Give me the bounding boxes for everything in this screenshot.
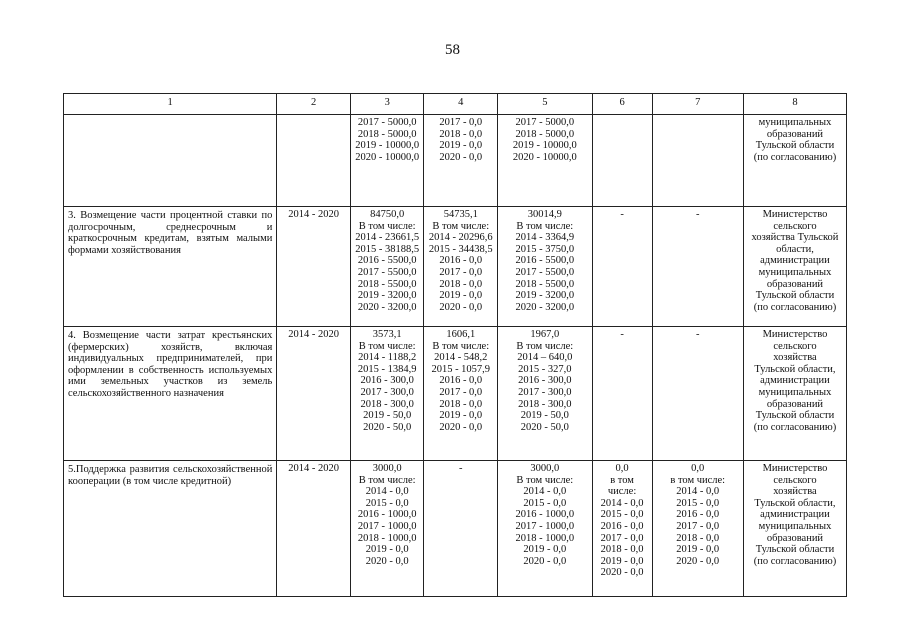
cell-line: 2016 - 5500,0 — [357, 255, 417, 267]
cell-line: 2016 - 0,0 — [600, 520, 644, 532]
cell-line: 2015 - 1384,9 — [357, 363, 417, 375]
table-row — [64, 327, 847, 461]
cell-line: 2020 - 0,0 — [523, 555, 567, 567]
funding-col4-cell — [424, 327, 498, 461]
cell-line: числе: — [607, 486, 637, 498]
cell-line: 1606,1 — [446, 329, 476, 340]
cell-line: 2014 - 0,0 — [600, 497, 644, 509]
cell-line: 2017 - 0,0 — [676, 520, 720, 532]
funding-col5-cell — [498, 461, 593, 597]
cell-line: 2016 - 1000,0 — [515, 509, 575, 521]
responsible-cell — [743, 115, 846, 207]
cell-line: 2016 - 0,0 — [676, 509, 720, 521]
header-cell: 1 — [64, 94, 277, 115]
funding-col7-cell — [652, 207, 743, 327]
cell-line: 2017 - 5500,0 — [515, 266, 575, 278]
cell-line: 2019 - 10000,0 — [355, 140, 420, 152]
funding-col4-cell — [424, 461, 498, 597]
cell-line: 2018 - 0,0 — [439, 128, 483, 140]
cell-line: 2018 - 5500,0 — [357, 278, 417, 290]
funding-col3-cell — [350, 461, 424, 597]
cell-line: (по согласованию) — [753, 421, 837, 433]
cell-line: 1967,0 — [530, 329, 560, 340]
cell-line: муниципальных — [758, 266, 832, 278]
cell-line: 2018 - 0,0 — [676, 532, 720, 544]
cell-line: 2016 - 0,0 — [439, 255, 483, 267]
responsible-cell — [743, 461, 846, 597]
period-cell: 2014 - 2020 — [277, 327, 351, 461]
table-row — [64, 115, 847, 207]
responsible-cell — [743, 207, 846, 327]
funding-col6-cell — [592, 327, 652, 461]
cell-line: 2019 - 3200,0 — [515, 290, 575, 302]
measure-name-cell — [64, 115, 277, 207]
header-cell: 3 — [350, 94, 424, 115]
cell-line: 2015 - 38188,5 — [355, 243, 420, 255]
cell-line: 2019 - 3200,0 — [357, 290, 417, 302]
header-row — [64, 94, 847, 115]
cell-line: 2016 - 0,0 — [439, 375, 483, 387]
cell-line: В том числе: — [516, 474, 574, 486]
funding-col7-cell — [652, 461, 743, 597]
cell-line: 2017 - 5500,0 — [357, 266, 417, 278]
cell-line: - — [459, 463, 463, 474]
measure-name-cell: 4. Возмещение части затрат крестьянских (фермерских) хозяйств, включая индивидуальных предпринимателей, при оформлении в собственность используемых ими земельных участков из земель сельскохозяйственного назначения — [64, 327, 277, 461]
cell-line: сельского — [773, 474, 817, 486]
cell-line: 2020 - 50,0 — [363, 421, 412, 433]
cell-line: 2018 - 300,0 — [518, 398, 572, 410]
cell-line: В том числе: — [432, 220, 490, 232]
funding-col3-cell — [350, 327, 424, 461]
cell-line: 2014 - 20296,6 — [428, 232, 493, 244]
cell-line: хозяйства Тульской — [751, 232, 839, 244]
cell-line: 3573,1 — [372, 329, 402, 340]
cell-line: администрации — [760, 375, 830, 387]
cell-line: в том числе: — [670, 474, 726, 486]
cell-line: хозяйства — [773, 352, 817, 364]
cell-line: 2020 - 0,0 — [600, 567, 644, 579]
cell-line: 2015 - 3750,0 — [515, 243, 575, 255]
responsible-cell — [743, 327, 846, 461]
cell-line: 2020 - 0,0 — [365, 555, 409, 567]
cell-line: 3000,0 — [530, 463, 560, 474]
cell-line: 2014 - 23661,5 — [355, 232, 420, 244]
cell-line: 2016 - 1000,0 — [357, 509, 417, 521]
cell-line: образований — [766, 532, 824, 544]
cell-line: В том числе: — [358, 340, 416, 352]
cell-line: муниципальных — [758, 117, 832, 128]
cell-line: 2015 - 327,0 — [518, 363, 572, 375]
funding-col6-cell — [592, 207, 652, 327]
cell-line: (по согласованию) — [753, 151, 837, 163]
cell-line: 2015 - 0,0 — [600, 509, 644, 521]
cell-line: 2020 - 10000,0 — [512, 151, 577, 163]
cell-line: хозяйства — [773, 486, 817, 498]
cell-line: В том числе: — [516, 220, 574, 232]
cell-line: - — [620, 329, 624, 340]
cell-line: Министерство — [762, 329, 828, 340]
funding-col5-cell — [498, 327, 593, 461]
cell-line: 2019 - 0,0 — [439, 410, 483, 422]
cell-line: В том числе: — [516, 340, 574, 352]
cell-line: 2019 - 0,0 — [439, 290, 483, 302]
cell-line: 2020 - 0,0 — [439, 151, 483, 163]
cell-line: 2015 - 0,0 — [365, 497, 409, 509]
cell-line: - — [695, 209, 700, 220]
cell-line: 2020 - 50,0 — [520, 421, 569, 433]
cell-line: 2019 - 0,0 — [676, 544, 720, 556]
cell-line: (по согласованию) — [753, 301, 837, 313]
cell-line: 2018 - 0,0 — [439, 398, 483, 410]
cell-line: 2017 - 300,0 — [518, 386, 572, 398]
cell-line: 2019 - 50,0 — [363, 410, 412, 422]
cell-line: 2020 - 0,0 — [676, 555, 720, 567]
cell-line: администрации — [760, 509, 830, 521]
cell-line: 2018 - 0,0 — [600, 544, 644, 556]
cell-line: 2020 - 3200,0 — [515, 301, 575, 313]
cell-line: 2014 - 1188,2 — [358, 352, 417, 364]
measure-name-cell: 5.Поддержка развития сельскохозяйственной кооперации (в том числе кредитной) — [64, 461, 277, 597]
cell-line: 2018 - 1000,0 — [515, 532, 575, 544]
cell-line: 2016 - 300,0 — [518, 375, 572, 387]
cell-line: 2019 - 0,0 — [439, 140, 483, 152]
funding-col5-cell — [498, 207, 593, 327]
cell-line: 2014 - 0,0 — [676, 486, 720, 498]
funding-col3-cell — [350, 207, 424, 327]
table-row — [64, 461, 847, 597]
cell-line: 2018 - 1000,0 — [357, 532, 417, 544]
cell-line: 2015 - 1057,9 — [431, 363, 491, 375]
cell-line: 2016 - 300,0 — [360, 375, 414, 387]
cell-line: 2019 - 0,0 — [365, 544, 409, 556]
cell-line: 2018 - 5000,0 — [515, 128, 575, 140]
cell-line: 2015 - 0,0 — [676, 497, 720, 509]
period-cell: 2014 - 2020 — [277, 461, 351, 597]
funding-col4-cell — [424, 207, 498, 327]
funding-col6-cell — [592, 461, 652, 597]
cell-line: Тульской области — [755, 290, 835, 302]
cell-line: 2018 - 0,0 — [439, 278, 483, 290]
header-cell: 2 — [277, 94, 351, 115]
funding-col6-cell — [592, 115, 652, 207]
cell-line: Министерство — [762, 209, 828, 220]
cell-line: 2014 - 548,2 — [434, 352, 488, 364]
cell-line: 2014 - 3364,9 — [515, 232, 575, 244]
cell-line: Тульской области, — [754, 363, 836, 375]
cell-line: Тульской области — [755, 140, 835, 152]
header-cell: 6 — [592, 94, 652, 115]
cell-line: 2014 – 640,0 — [517, 352, 573, 364]
funding-col7-cell — [652, 327, 743, 461]
cell-line: 2019 - 0,0 — [523, 544, 567, 556]
cell-line: 2017 - 0,0 — [439, 386, 483, 398]
funding-col4-cell — [424, 115, 498, 207]
cell-line: 2017 - 0,0 — [439, 117, 483, 128]
cell-line: образований — [766, 128, 824, 140]
cell-line: 2016 - 5500,0 — [515, 255, 575, 267]
cell-line: 0,0 — [691, 463, 705, 474]
cell-line: 2020 - 0,0 — [439, 301, 483, 313]
cell-line: администрации — [760, 255, 830, 267]
cell-line: сельского — [773, 340, 817, 352]
cell-line: 84750,0 — [370, 209, 405, 220]
cell-line: 2017 - 1000,0 — [515, 520, 575, 532]
cell-line: 2020 - 0,0 — [439, 421, 483, 433]
cell-line: 2017 - 0,0 — [439, 266, 483, 278]
cell-line: 2019 - 10000,0 — [512, 140, 577, 152]
funding-col3-cell — [350, 115, 424, 207]
header-cell: 4 — [424, 94, 498, 115]
cell-line: 3000,0 — [372, 463, 402, 474]
period-cell: 2014 - 2020 — [277, 207, 351, 327]
cell-line: Тульской области, — [754, 497, 836, 509]
cell-line: В том числе: — [358, 220, 416, 232]
measure-name-cell: 3. Возмещение части процентной ставки по долгосрочным, среднесрочным и краткосрочным кредитам, взятым малыми формами хозяйствования — [64, 207, 277, 327]
cell-line: 2015 - 0,0 — [523, 497, 567, 509]
cell-line: образований — [766, 398, 824, 410]
cell-line: в том — [610, 474, 634, 486]
cell-line: 2018 - 300,0 — [360, 398, 414, 410]
cell-line: 2020 - 3200,0 — [357, 301, 417, 313]
cell-line: 0,0 — [615, 463, 629, 474]
cell-line: Тульской области — [755, 410, 835, 422]
cell-line: 2017 - 5000,0 — [515, 117, 575, 128]
cell-line: образований — [766, 278, 824, 290]
cell-line: 2014 - 0,0 — [523, 486, 567, 498]
cell-line: (по согласованию) — [753, 555, 837, 567]
header-cell: 5 — [498, 94, 593, 115]
cell-line: 2017 - 300,0 — [360, 386, 414, 398]
cell-line: муниципальных — [758, 520, 832, 532]
cell-line: В том числе: — [358, 474, 416, 486]
cell-line: 54735,1 — [443, 209, 478, 220]
table-row — [64, 207, 847, 327]
program-table — [63, 93, 847, 597]
cell-line: - — [695, 329, 700, 340]
cell-line: В том числе: — [432, 340, 490, 352]
cell-line: 2018 - 5000,0 — [357, 128, 417, 140]
cell-line: 2019 - 0,0 — [600, 555, 644, 567]
cell-line: Министерство — [762, 463, 828, 474]
cell-line: области, — [776, 243, 814, 255]
page-number: 58 — [445, 42, 460, 58]
period-cell — [277, 115, 351, 207]
cell-line: 2017 - 1000,0 — [357, 520, 417, 532]
cell-line: 2015 - 34438,5 — [428, 243, 493, 255]
cell-line: - — [620, 209, 624, 220]
cell-line: сельского — [773, 220, 817, 232]
funding-col7-cell — [652, 115, 743, 207]
funding-col5-cell — [498, 115, 593, 207]
cell-line: 2017 - 0,0 — [600, 532, 644, 544]
header-cell: 8 — [743, 94, 846, 115]
cell-line: 2014 - 0,0 — [365, 486, 409, 498]
cell-line: 30014,9 — [527, 209, 562, 220]
cell-line: 2018 - 5500,0 — [515, 278, 575, 290]
cell-line: 2020 - 10000,0 — [355, 151, 420, 163]
cell-line: Тульской области — [755, 544, 835, 556]
cell-line: муниципальных — [758, 386, 832, 398]
cell-line: 2017 - 5000,0 — [357, 117, 417, 128]
header-cell: 7 — [652, 94, 743, 115]
cell-line: 2019 - 50,0 — [520, 410, 569, 422]
